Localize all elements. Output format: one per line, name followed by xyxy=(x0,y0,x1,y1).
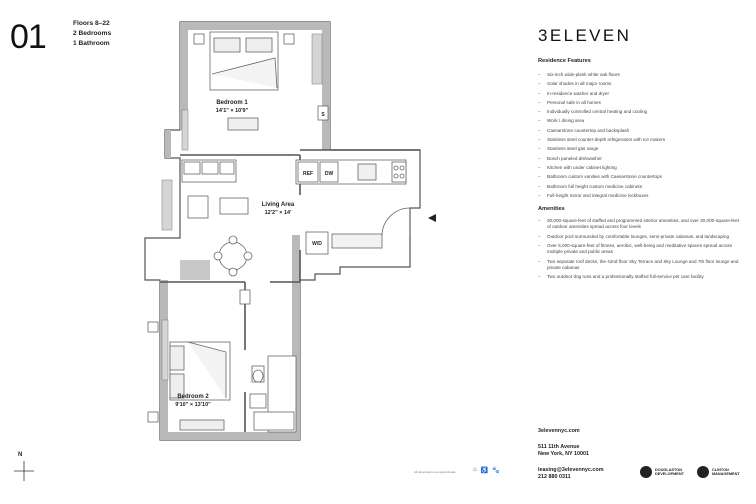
developer1-line1: DOUGLASTON xyxy=(655,467,682,472)
contact-block xyxy=(538,428,603,481)
feature-item: – Six-inch wide-plank white oak floors xyxy=(538,70,743,79)
feature-item: – Kitchen with under cabinet lighting xyxy=(538,163,743,172)
floor-plan xyxy=(120,20,450,460)
unit-floors: Floors 8–22 xyxy=(73,20,110,27)
living-name: Living Area xyxy=(261,202,295,208)
feature-item: – Personal safe in all homes xyxy=(538,98,743,107)
accessibility-icons xyxy=(473,467,500,474)
phone-number: 212 880 0311 xyxy=(538,474,571,480)
unit-bedrooms: 2 Bedrooms xyxy=(73,30,112,37)
amenity-item: – 30,000-square-feet of staffed and programmed interior amenities, and over 30,000-square-feet of outdoor amenities spread across four levels xyxy=(538,218,743,230)
amenities-title: Amenities xyxy=(538,206,565,213)
developer2-line1: CLINTON xyxy=(712,467,729,472)
features-panel xyxy=(538,58,743,284)
unit-bathrooms: 1 Bathroom xyxy=(73,40,110,47)
amenities-list xyxy=(538,218,743,280)
armchair xyxy=(188,196,208,218)
amenity-item: – Over 5,000-square-feet of fitness, aerobic, well-being and meditative spaces spread across multiple private and public areas xyxy=(538,243,743,255)
bedroom1-name: Bedroom 1 xyxy=(216,100,248,106)
feature-item: – Individually controlled central heating and cooling xyxy=(538,107,743,116)
vanity xyxy=(250,394,266,408)
feature-item: – Bathroom full height custom medicine cabinets xyxy=(538,182,743,191)
compass-icon xyxy=(14,461,34,481)
feature-item: – Solar shades in all major rooms xyxy=(538,79,743,88)
address xyxy=(538,444,603,458)
disclaimer: All dimensions are approximate. xyxy=(414,470,457,474)
residence-features-title: Residence Features xyxy=(538,58,591,64)
wd-label: W/D xyxy=(312,241,322,247)
feature-item: – Work / dining area xyxy=(538,116,743,125)
email-link[interactable]: leasing@3elevennyc.com xyxy=(538,467,604,473)
website-link[interactable]: 3elevennyc.com xyxy=(538,428,580,434)
bedroom2-name: Bedroom 2 xyxy=(177,394,209,400)
amenity-item: – Two outdoor dog runs and a professionally staffed full-service pet care facility xyxy=(538,274,743,280)
feature-item: – In-residence washer and dryer xyxy=(538,89,743,98)
feature-item: – Stainless steel gas range xyxy=(538,144,743,153)
bedroom1-size: 14'1" × 10'9" xyxy=(215,108,249,114)
living-size: 12'2" × 14' xyxy=(264,210,292,216)
entry-arrow xyxy=(428,214,436,222)
feature-item: – Stainless steel counter-depth refrigerators with ice makers xyxy=(538,135,743,144)
ref-label: REF xyxy=(303,171,313,177)
bathtub xyxy=(254,412,294,430)
brand-logo: 3ELEVEN xyxy=(538,26,632,45)
developer2-line2: MANAGEMENT xyxy=(712,472,740,476)
bedroom2-size: 9'10" × 13'10" xyxy=(175,402,211,408)
feature-item: – Bosch paneled dishwasher xyxy=(538,154,743,163)
address-line1: 511 11th Avenue xyxy=(538,444,580,450)
feature-item: – Caesarstone countertop and backsplash xyxy=(538,126,743,135)
residence-features-list xyxy=(538,70,743,200)
amenity-item: – Outdoor pool surrounded by comfortable lounges, semi-private cabanas, and landscaping xyxy=(538,234,743,240)
north-indicator xyxy=(14,452,34,482)
equal-housing-icon: ⌂ xyxy=(473,467,477,473)
developer1-line2: DEVELOPMENT xyxy=(655,472,684,476)
safe-label: S xyxy=(321,112,325,118)
coffee-table xyxy=(220,198,248,214)
douglaston-logo xyxy=(640,466,684,478)
north-label: N xyxy=(18,452,23,458)
range xyxy=(392,162,406,182)
clinton-logo xyxy=(697,466,740,478)
dining-table xyxy=(219,242,247,270)
feature-item: – Bathroom custom vanities with Caesarstone countertops xyxy=(538,172,743,181)
amenity-item: – Two separate roof decks, the 42nd floor Sky Terrace and Sky Lounge and 7th floor lounge and private cabanas xyxy=(538,259,743,271)
douglaston-mark-icon xyxy=(640,466,652,478)
address-line2: New York, NY 10001 xyxy=(538,451,589,457)
unit-number: 01 xyxy=(10,18,46,56)
feature-item: – Full-height mirror and integral medicine lockboxes xyxy=(538,191,743,200)
accessibility-icon: ♿ xyxy=(480,468,489,474)
unit-summary xyxy=(73,19,111,49)
dw-label: DW xyxy=(324,171,334,177)
clinton-mark-icon xyxy=(697,466,709,478)
pet-friendly-icon: 🐾 xyxy=(492,468,500,474)
